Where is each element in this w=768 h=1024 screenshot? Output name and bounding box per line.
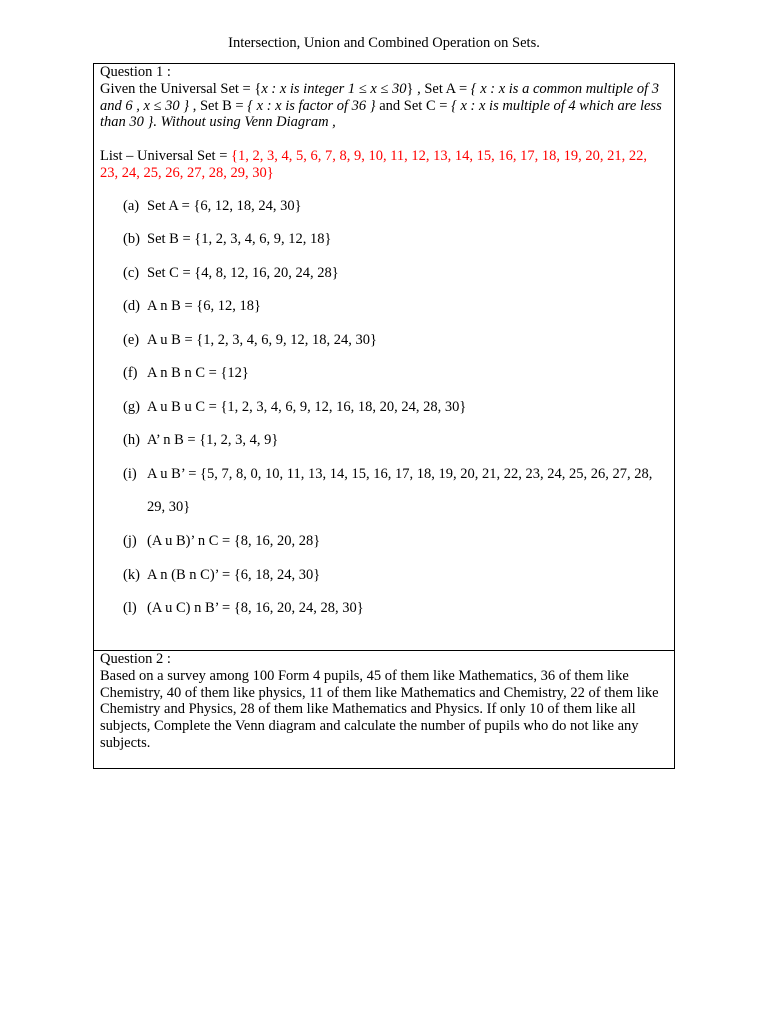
set-c-definition: { x : x is multiple of 4 which are less than 30 }. Without using Venn Diagram , — [100, 97, 662, 131]
answer-item — [123, 265, 664, 282]
item-label: (h) — [123, 432, 140, 448]
answer-item — [123, 432, 664, 449]
answer-item — [123, 332, 664, 349]
question-2-body: Based on a survey among 100 Form 4 pupils, 45 of them like Mathematics, 36 of them like Chemistry, 40 of them like physics, 11 of them like Mathematics and Chemistry, 22 of them like Chemistry and Physics, 28 of them like Mathematics and Physics. If only 10 of them like all subjects, Complete the Venn diagram and calculate the number of pupils who do not like any subjects. — [100, 667, 659, 751]
after-set-b-text: and Set C = — [375, 97, 452, 114]
answer-item — [123, 298, 664, 315]
item-text: Set B = {1, 2, 3, 4, 6, 9, 12, 18} — [147, 231, 332, 247]
item-label: (l) — [123, 600, 137, 616]
answer-item — [123, 600, 664, 617]
item-text: A u B u C = {1, 2, 3, 4, 6, 9, 12, 16, 18, 20, 24, 28, 30} — [147, 399, 467, 415]
item-text: A u B’ = {5, 7, 8, 0, 10, 11, 13, 14, 15, 16, 17, 18, 19, 20, 21, 22, 23, 24, 25, 26, 27, 28, 29, 30} — [147, 466, 653, 515]
questions-table — [93, 63, 675, 769]
universal-set-definition: x : x is integer 1 ≤ x ≤ 30 — [261, 80, 407, 97]
item-label: (i) — [123, 466, 137, 482]
answer-item — [123, 399, 664, 416]
answer-item — [123, 533, 664, 550]
item-label: (b) — [123, 231, 140, 247]
item-text: A n B = {6, 12, 18} — [147, 298, 261, 314]
page-title: Intersection, Union and Combined Operation on Sets. — [228, 35, 540, 51]
item-label: (j) — [123, 533, 137, 549]
after-set-a-text: , Set B = — [189, 97, 248, 114]
answer-item — [123, 365, 664, 382]
question-2-cell — [94, 651, 674, 768]
after-universal-text: } , Set A = — [406, 80, 471, 97]
item-label: (c) — [123, 265, 140, 281]
set-b-definition: { x : x is factor of 36 } — [247, 97, 376, 114]
question-1-statement — [100, 81, 664, 131]
answer-item — [123, 231, 664, 248]
item-label: (g) — [123, 399, 140, 415]
universal-set-list — [100, 148, 664, 182]
universal-set-values: {1, 2, 3, 4, 5, 6, 7, 8, 9, 10, 11, 12, 13, 14, 15, 16, 17, 18, 19, 20, 21, 22, 23, 24, 25, 26, 27, 28, 29, 30} — [100, 148, 648, 181]
item-text: A n B n C = {12} — [147, 365, 249, 381]
item-label: (k) — [123, 567, 140, 583]
item-text: (A u B)’ n C = {8, 16, 20, 28} — [147, 533, 321, 549]
answer-item — [123, 567, 664, 584]
item-text: A’ n B = {1, 2, 3, 4, 9} — [147, 432, 279, 448]
answer-item — [123, 466, 664, 524]
item-label: (a) — [123, 198, 140, 214]
item-text: (A u C) n B’ = {8, 16, 20, 24, 28, 30} — [147, 600, 364, 616]
item-text: Set C = {4, 8, 12, 16, 20, 24, 28} — [147, 265, 339, 281]
item-text: A u B = {1, 2, 3, 4, 6, 9, 12, 18, 24, 30} — [147, 332, 377, 348]
set-a-definition: { x : x is a common multiple of 3 and 6 , x ≤ 30 } — [100, 80, 660, 114]
question-2-heading: Question 2 : — [100, 651, 171, 667]
given-prefix: Given the Universal Set = { — [100, 80, 262, 97]
question-1-heading: Question 1 : — [100, 64, 171, 80]
item-text: Set A = {6, 12, 18, 24, 30} — [147, 198, 302, 214]
item-label: (d) — [123, 298, 140, 314]
item-label: (e) — [123, 332, 140, 348]
item-text: A n (B n C)’ = {6, 18, 24, 30} — [147, 567, 321, 583]
question-1-cell — [94, 64, 674, 651]
list-prefix: List – Universal Set = — [100, 148, 232, 165]
answer-item — [123, 198, 664, 215]
item-label: (f) — [123, 365, 138, 381]
